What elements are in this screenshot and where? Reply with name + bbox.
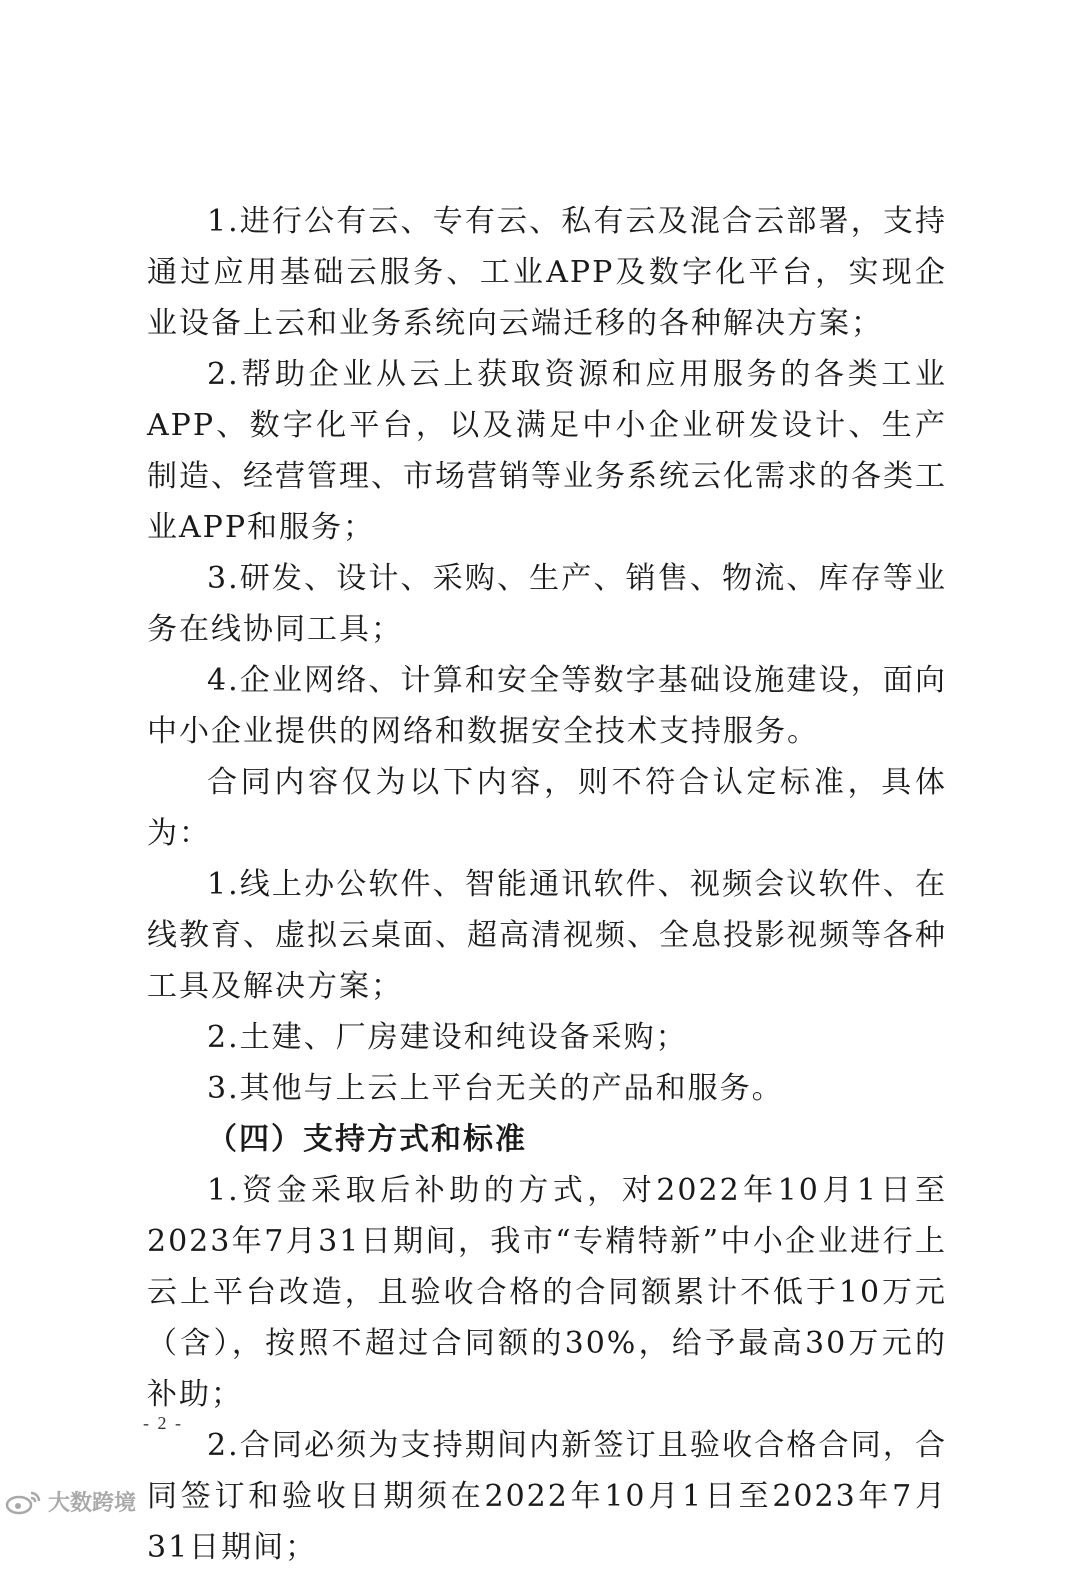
paragraph-subsidy-method: 1.资金采取后补助的方式，对2022年10月1日至2023年7月31日期间，我市“专精特新”中小企业进行上云上平台改造，且验收合格的合同额累计不低于10万元（含），按照不超过合同额的30%，给予最高30万元的补助； bbox=[147, 1173, 947, 1412]
watermark bbox=[4, 1486, 136, 1517]
paragraph-exclusion-software: 1.线上办公软件、智能通讯软件、视频会议软件、在线教育、虚拟云桌面、超高清视频、全息投影视频等各种工具及解决方案； bbox=[147, 867, 947, 1004]
document-body bbox=[147, 196, 947, 1573]
paragraph-exclusion-intro: 合同内容仅为以下内容，则不符合认定标准，具体为： bbox=[147, 765, 947, 851]
watermark-text: 大数跨境 bbox=[48, 1491, 137, 1516]
section-heading-support-method: （四）支持方式和标准 bbox=[207, 1122, 527, 1157]
paragraph-digital-infrastructure: 4.企业网络、计算和安全等数字基础设施建设，面向中小企业提供的网络和数据安全技术支持服务。 bbox=[147, 663, 947, 749]
paragraph-exclusion-construction: 2.土建、厂房建设和纯设备采购； bbox=[207, 1020, 688, 1055]
paragraph-contract-period: 2.合同必须为支持期间内新签订且验收合格合同，合同签订和验收日期须在2022年10月1日至2023年7月31日期间； bbox=[147, 1428, 947, 1565]
paragraph-exclusion-other: 3.其他与上云上平台无关的产品和服务。 bbox=[207, 1071, 784, 1106]
page-number: - 2 - bbox=[143, 1413, 183, 1433]
paragraph-collaboration-tools: 3.研发、设计、采购、生产、销售、物流、库存等业务在线协同工具； bbox=[147, 561, 947, 647]
paragraph-industrial-app: 2.帮助企业从云上获取资源和应用服务的各类工业APP、数字化平台，以及满足中小企业研发设计、生产制造、经营管理、市场营销等业务系统云化需求的各类工业APP和服务； bbox=[147, 357, 947, 545]
weibo-logo-icon bbox=[4, 1489, 44, 1515]
paragraph-cloud-deployment: 1.进行公有云、专有云、私有云及混合云部署，支持通过应用基础云服务、工业APP及数字化平台，实现企业设备上云和业务系统向云端迁移的各种解决方案； bbox=[147, 204, 947, 341]
